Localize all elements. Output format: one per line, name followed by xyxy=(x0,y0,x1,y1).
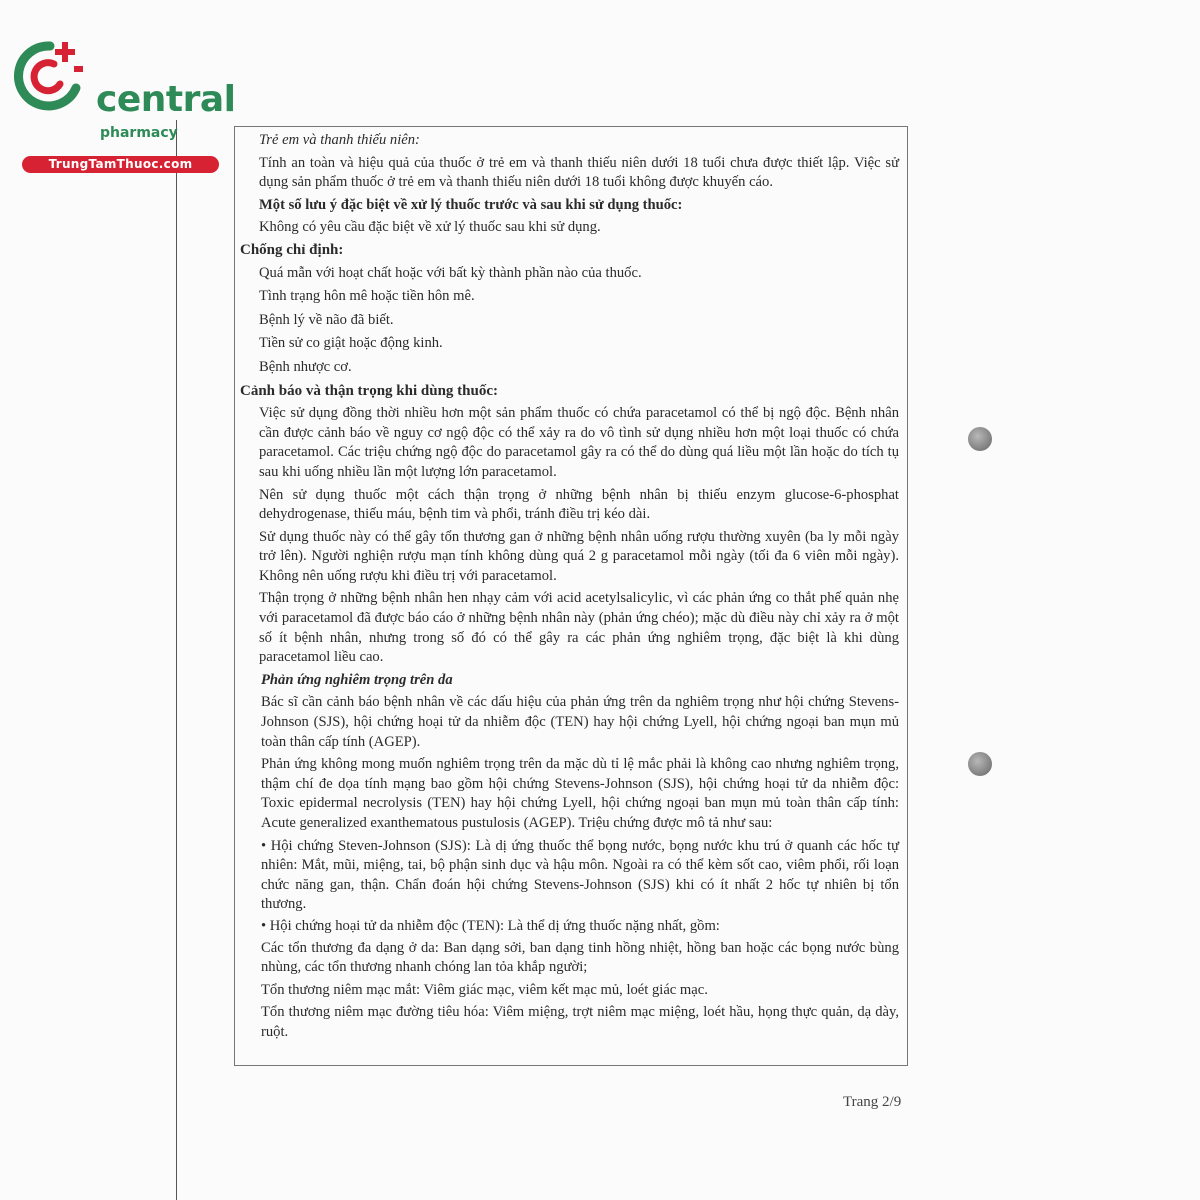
contraindication-item: Tình trạng hôn mê hoặc tiền hôn mê. xyxy=(259,288,475,305)
handling-paragraph: Không có yêu cầu đặc biệt về xử lý thuốc sau khi sử dụng. xyxy=(259,219,601,236)
contraindication-item: Tiền sử co giật hoặc động kinh. xyxy=(259,335,443,352)
page-edge-line xyxy=(176,120,177,1200)
logo-brand-text: central xyxy=(96,79,236,120)
pharmacy-cross-logo-icon xyxy=(10,38,90,113)
handling-heading: Một số lưu ý đặc biệt về xử lý thuốc trước và sau khi sử dụng thuốc: xyxy=(259,196,683,213)
contraindications-heading: Chống chỉ định: xyxy=(240,241,344,258)
skin-paragraph: Bác sĩ cần cảnh báo bệnh nhân về các dấu hiệu của phản ứng trên da nghiêm trọng như hội chứng Stevens-Johnson (SJS), hội chứng hoại tử da nhiễm độc (TEN) hay hội chứng Lyell, hội chứng ngoại ban mụn mủ toàn thân cấp tính (AGEP). xyxy=(261,694,899,750)
document-content-frame xyxy=(234,126,908,1066)
warning-paragraph: Thận trọng ở những bệnh nhân hen nhạy cảm với acid acetylsalicylic, vì các phản ứng co thắt phế quản nhẹ với paracetamol đã được báo cáo ở những bệnh nhân này (phản ứng chéo); mặc dù điều này chỉ xảy ra ở một số ít bệnh nhân, nhưng trong số đó có thể gây ra các phản ứng nghiêm trọng, đặc biệt là khi dùng paracetamol liều cao. xyxy=(259,590,899,666)
ten-detail-paragraph: Tổn thương niêm mạc đường tiêu hóa: Viêm miệng, trợt niêm mạc miệng, loét hầu, họng thực quản, dạ dày, ruột. xyxy=(261,1004,899,1040)
skin-reactions-heading: Phản ứng nghiêm trọng trên da xyxy=(261,671,453,688)
ten-detail-paragraph: Tổn thương niêm mạc mắt: Viêm giác mạc, viêm kết mạc mủ, loét giác mạc. xyxy=(261,981,708,998)
punch-hole xyxy=(968,427,992,451)
sjs-bullet: • Hội chứng Steven-Johnson (SJS): Là dị ứng thuốc thể bọng nước, bọng nước khu trú ở quanh các hốc tự nhiên: Mắt, mũi, miệng, tai, bộ phận sinh dục và hậu môn. Ngoài ra có thể kèm sốt cao, viêm phổi, rối loạn chức năng gan, thận. Chẩn đoán hội chứng Stevens-Johnson (SJS) khi có ít nhất 2 hốc tự nhiên bị tổn thương. xyxy=(261,837,899,913)
ten-bullet: • Hội chứng hoại tử da nhiễm độc (TEN): Là thể dị ứng thuốc nặng nhất, gồm: xyxy=(261,917,720,934)
warning-paragraph: Nên sử dụng thuốc một cách thận trọng ở những bệnh nhân bị thiếu enzym glucose-6-phosphat dehydrogenase, thiếu máu, bệnh tim và phổi, tránh điều trị kéo dài. xyxy=(259,486,899,523)
contraindication-item: Quá mẫn với hoạt chất hoặc với bất kỳ thành phần nào của thuốc. xyxy=(259,264,642,281)
contraindication-item: Bệnh nhược cơ. xyxy=(259,358,352,375)
logo-sub-text: pharmacy xyxy=(100,125,178,141)
warning-paragraph: Việc sử dụng đồng thời nhiều hơn một sản phẩm thuốc có chứa paracetamol có thể bị ngộ độc. Bệnh nhân cần được cảnh báo về nguy cơ ngộ độc có thể xảy ra do vô tình sử dụng nhiều hơn một loại thuốc có chứa paracetamol. Các triệu chứng ngộ độc do paracetamol gây ra có thể do dùng quá liều một lần hoặc do tích tụ sau khi uống nhiều lần một lượng lớn paracetamol. xyxy=(259,405,899,480)
contraindication-item: Bệnh lý về não đã biết. xyxy=(259,311,394,328)
central-pharmacy-logo xyxy=(10,38,236,171)
skin-paragraph: Phản ứng không mong muốn nghiêm trọng trên da mặc dù tỉ lệ mắc phải là không cao nhưng nghiêm trọng, thậm chí đe dọa tính mạng bao gồm hội chứng Stevens-Johnson (SJS), hội chứng hoại tử da nhiễm độc: Toxic epidermal necrolysis (TEN) hay hội chứng Lyell, hội chứng ngoại ban mụn mủ toàn thân cấp tính: Acute generalized exanthematous pustulosis (AGEP). Triệu chứng được mô tả như sau: xyxy=(261,756,899,831)
warnings-heading: Cảnh báo và thận trọng khi dùng thuốc: xyxy=(240,382,498,399)
punch-hole xyxy=(968,752,992,776)
children-paragraph: Tính an toàn và hiệu quả của thuốc ở trẻ em và thanh thiếu niên dưới 18 tuổi chưa được thiết lập. Việc sử dụng sản phẩm thuốc ở trẻ em và thanh thiếu niên dưới 18 tuổi không được khuyến cáo. xyxy=(259,154,899,191)
ten-detail-paragraph: Các tổn thương đa dạng ở da: Ban dạng sởi, ban dạng tinh hồng nhiệt, hồng ban hoặc các bọng nước bùng nhùng, các tổn thương nhanh chóng lan tỏa khắp người; xyxy=(261,939,899,976)
logo-website-badge: TrungTamThuoc.com xyxy=(22,156,219,173)
children-heading: Trẻ em và thanh thiếu niên: xyxy=(259,132,420,148)
warning-paragraph: Sử dụng thuốc này có thể gây tổn thương gan ở những bệnh nhân uống rượu thường xuyên (ba ly mỗi ngày trở lên). Người nghiện rượu mạn tính không dùng quá 2 g paracetamol mỗi ngày (tối đa 6 viên mỗi ngày). Không nên uống rượu khi điều trị với paracetamol. xyxy=(259,528,899,584)
page-number: Trang 2/9 xyxy=(843,1094,902,1110)
